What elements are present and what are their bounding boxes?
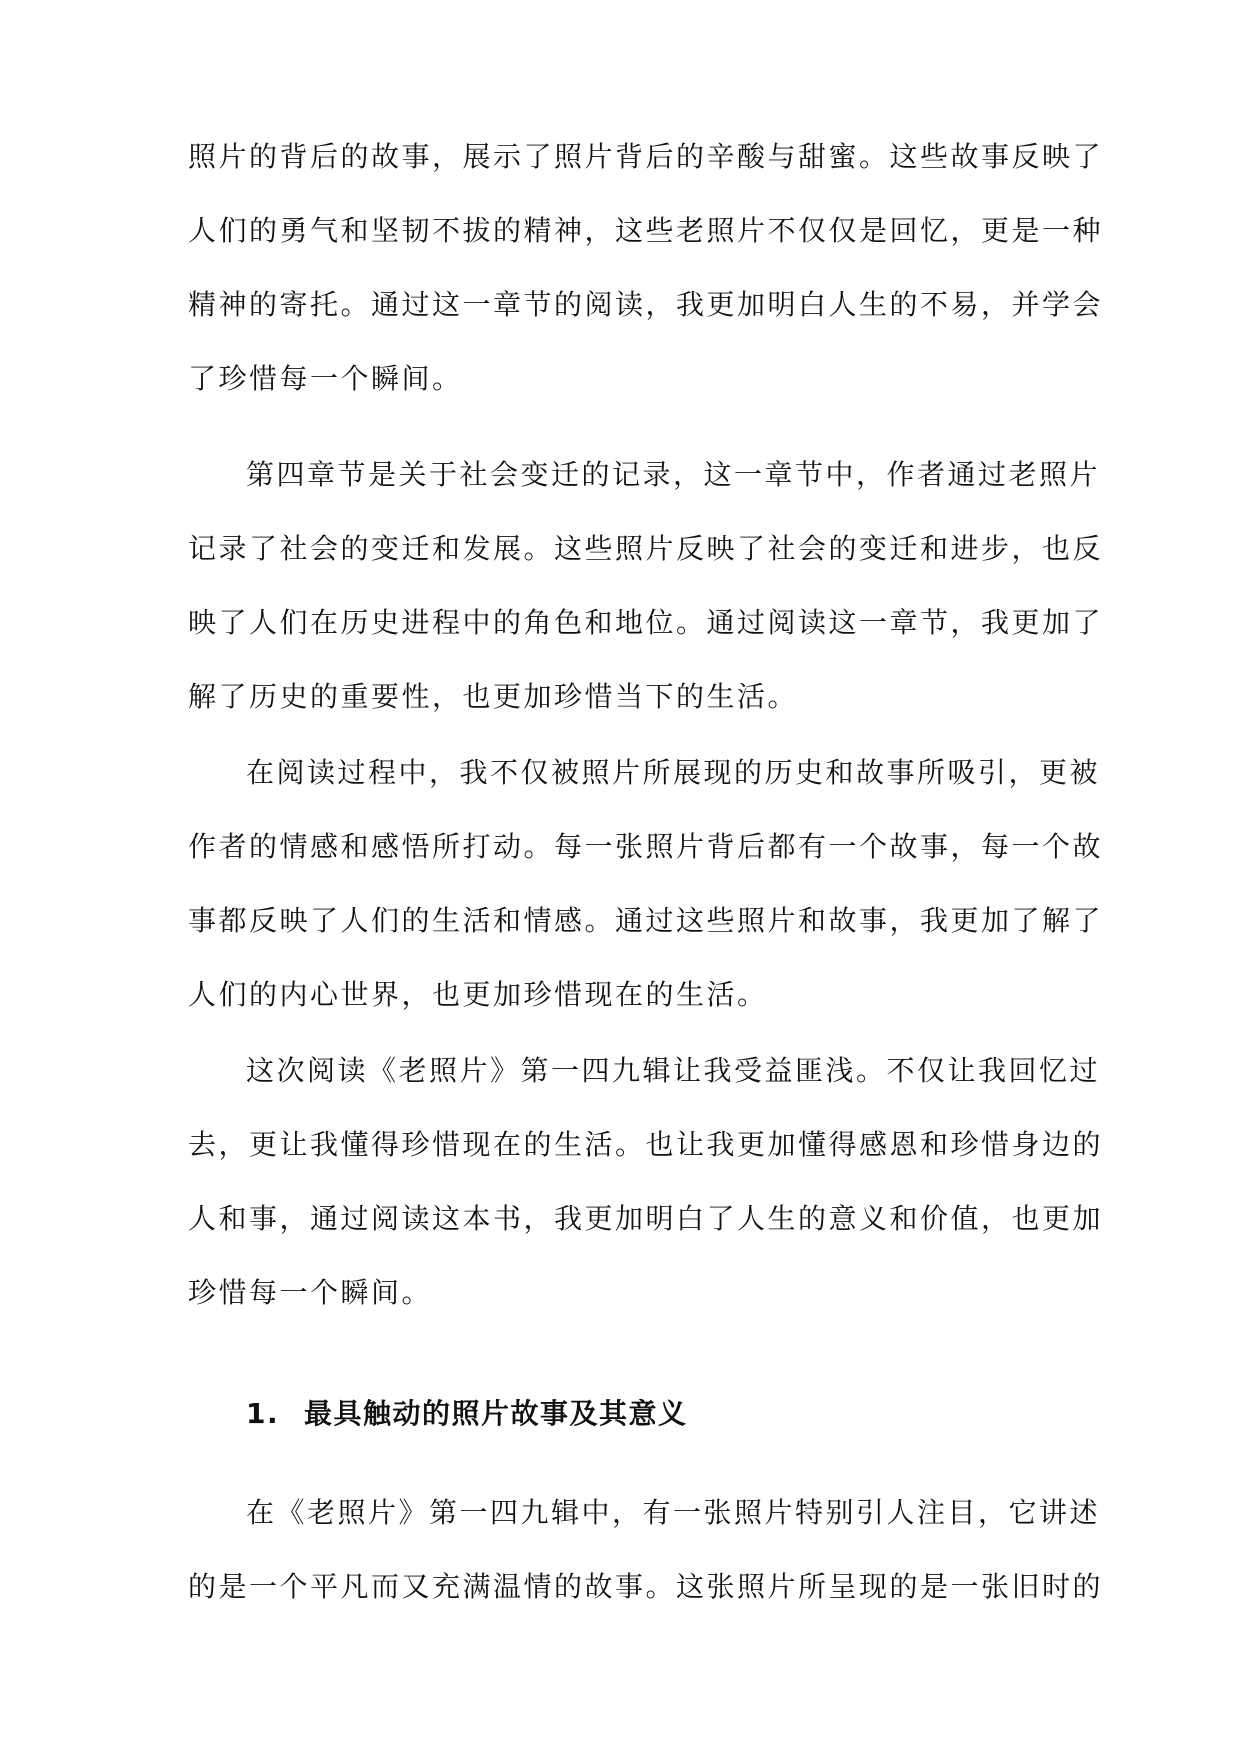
- paragraph-line: 在《老照片》第一四九辑中，有一张照片特别引人注目，它讲述: [246, 1496, 1101, 1529]
- paragraph-1: [188, 120, 1104, 416]
- section-heading: [246, 1388, 688, 1440]
- paragraph-line: 了珍惜每一个瞬间。: [188, 362, 463, 395]
- section-number: 1.: [246, 1397, 280, 1430]
- paragraph-line: 的是一个平凡而又充满温情的故事。这张照片所呈现的是一张旧时的: [188, 1570, 1104, 1603]
- paragraph-2: [188, 438, 1104, 734]
- paragraph-line: 第四章节是关于社会变迁的记录，这一章节中，作者通过老照片: [246, 458, 1101, 491]
- paragraph-line: 解了历史的重要性，也更加珍惜当下的生活。: [188, 680, 799, 713]
- paragraph-3: [188, 736, 1104, 1032]
- paragraph-line: 人们的勇气和坚韧不拔的精神，这些老照片不仅仅是回忆，更是一种: [188, 214, 1104, 247]
- paragraph-4: [188, 1034, 1104, 1330]
- paragraph-line: 映了人们在历史进程中的角色和地位。通过阅读这一章节，我更加了: [188, 606, 1104, 639]
- paragraph-line: 人们的内心世界，也更加珍惜现在的生活。: [188, 978, 768, 1011]
- paragraph-line: 记录了社会的变迁和发展。这些照片反映了社会的变迁和进步，也反: [188, 532, 1104, 565]
- paragraph-line: 去，更让我懂得珍惜现在的生活。也让我更加懂得感恩和珍惜身边的: [188, 1128, 1104, 1161]
- paragraph-line: 在阅读过程中，我不仅被照片所展现的历史和故事所吸引，更被: [246, 756, 1101, 789]
- paragraph-line: 珍惜每一个瞬间。: [188, 1276, 433, 1309]
- paragraph-line: 人和事，通过阅读这本书，我更加明白了人生的意义和价值，也更加: [188, 1202, 1104, 1235]
- paragraph-5: [188, 1476, 1104, 1624]
- paragraph-line: 精神的寄托。通过这一章节的阅读，我更加明白人生的不易，并学会: [188, 288, 1104, 321]
- section-title: 最具触动的照片故事及其意义: [304, 1397, 688, 1430]
- paragraph-line: 这次阅读《老照片》第一四九辑让我受益匪浅。不仅让我回忆过: [246, 1054, 1101, 1087]
- paragraph-line: 照片的背后的故事，展示了照片背后的辛酸与甜蜜。这些故事反映了: [188, 140, 1104, 173]
- paragraph-line: 事都反映了人们的生活和情感。通过这些照片和故事，我更加了解了: [188, 904, 1104, 937]
- paragraph-line: 作者的情感和感悟所打动。每一张照片背后都有一个故事，每一个故: [188, 830, 1104, 863]
